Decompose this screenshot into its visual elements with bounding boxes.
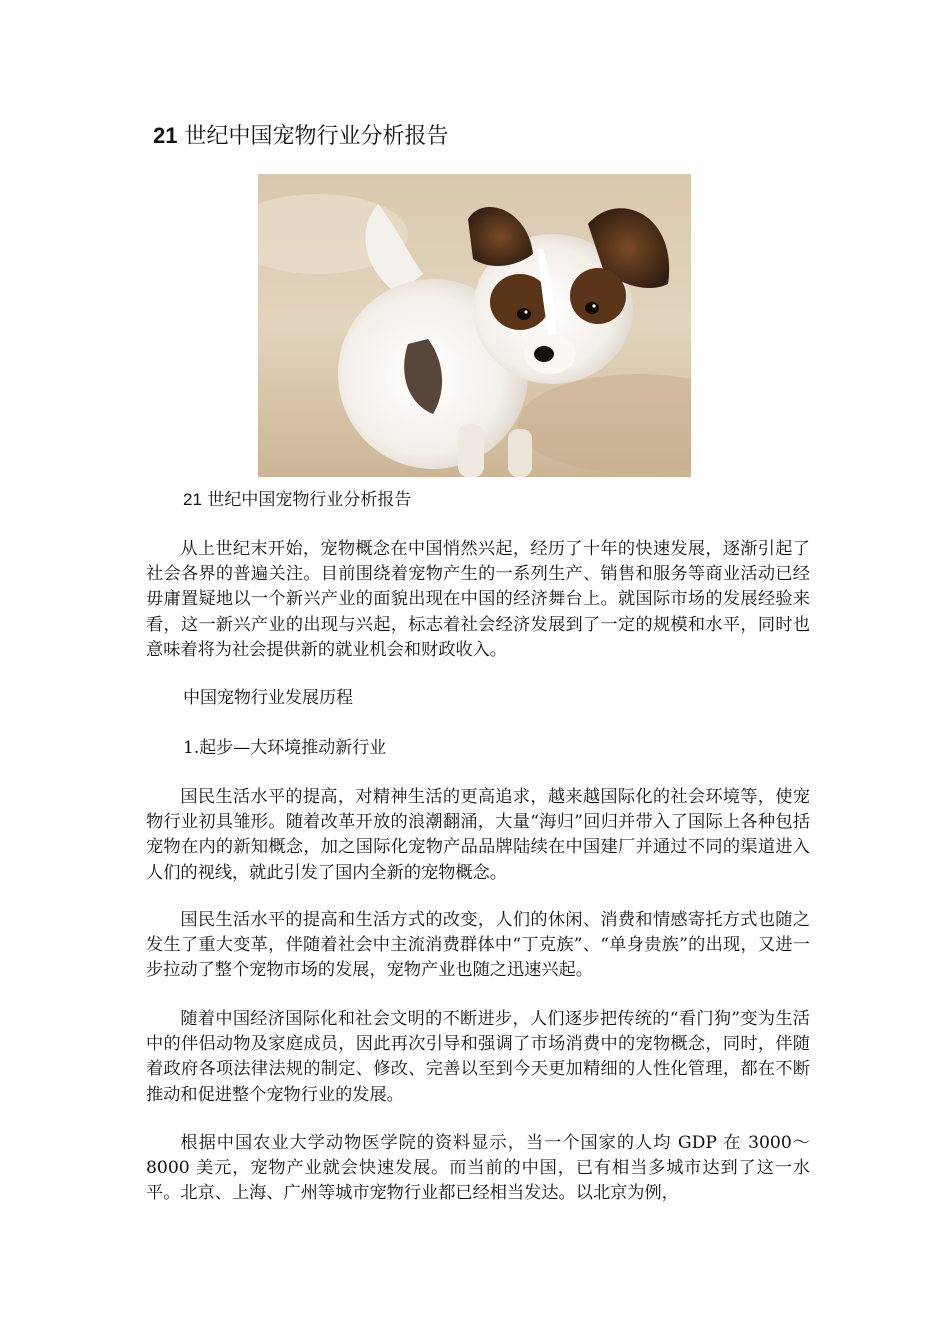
heading-step1: 1.起步—大环境推动新行业	[183, 738, 387, 758]
caption-text: 世纪中国宠物行业分析报告	[207, 490, 412, 510]
paragraph-intro: 从上世纪末开始，宠物概念在中国悄然兴起，经历了十年的快速发展，逐渐引起了社会各界的普遍关注。目前围绕着宠物产生的一系列生产、销售和服务等商业活动已经毋庸置疑地以一个新兴产业的面貌出现在中国的经济舞台上。就国际市场的发展经验来看，这一新兴产业的出现与兴起，标志着社会经济发展到了一定的规模和水平，同时也意味着将为社会提供新的就业机会和财政收入。	[146, 539, 810, 660]
paragraph-4: 根据中国农业大学动物医学院的资料显示，当一个国家的人均 GDP 在 3000～8000 美元，宠物产业就会快速发展。而当前的中国，已有相当多城市达到了这一水平。北京、上海、广州等城市宠物行业都已经相当发达。以北京为例，	[146, 1133, 810, 1204]
caption-number: 21	[183, 490, 202, 509]
paragraph-2: 国民生活水平的提高和生活方式的改变，人们的休闲、消费和情感寄托方式也随之发生了重大变革，伴随着社会中主流消费群体中“丁克族”、“单身贵族”的出现，又进一步拉动了整个宠物市场的发展，宠物产业也随之迅速兴起。	[146, 910, 810, 981]
document-title	[153, 120, 449, 153]
paragraph-3: 随着中国经济国际化和社会文明的不断进步，人们逐步把传统的“看门狗”变为生活中的伴侣动物及家庭成员，因此再次引导和强调了市场消费中的宠物概念，同时，伴随着政府各项法律法规的制定、修改、完善以至到今天更加精细的人性化管理，都在不断推动和促进整个宠物行业的发展。	[146, 1009, 810, 1105]
title-number: 21	[153, 123, 178, 148]
heading-history: 中国宠物行业发展历程	[183, 688, 353, 708]
papillon-puppy-photo	[258, 174, 691, 477]
paragraph-1: 国民生活水平的提高，对精神生活的更高追求，越来越国际化的社会环境等，使宠物行业初具雏形。随着改革开放的浪潮翻涌，大量“海归”回归并带入了国际上各种包括宠物在内的新知概念，加之国际化宠物产品品牌陆续在中国建厂并通过不同的渠道进入人们的视线，就此引发了国内全新的宠物概念。	[146, 787, 810, 883]
image-caption	[183, 486, 411, 514]
title-text: 世纪中国宠物行业分析报告	[184, 124, 449, 149]
